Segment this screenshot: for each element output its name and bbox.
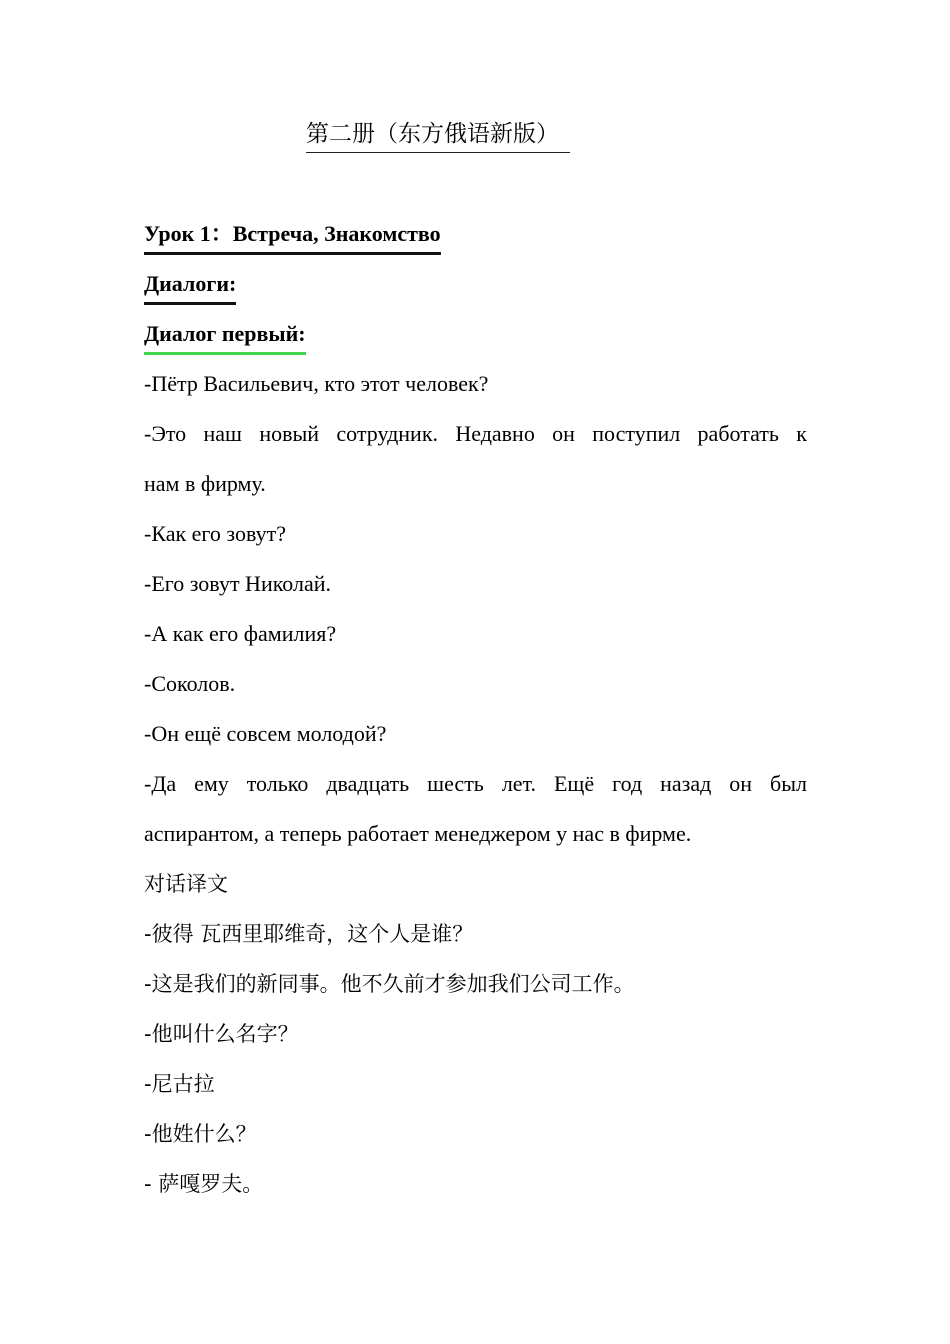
translation-line: -尼古拉 — [144, 1072, 215, 1096]
section-heading: Диалоги: — [144, 266, 236, 305]
dialog-line: -Пётр Васильевич, кто этот человек? — [144, 371, 489, 396]
dialog-line: -Соколов. — [144, 671, 236, 696]
translation-heading: 对话译文 — [144, 872, 228, 896]
section-heading-row — [144, 264, 807, 314]
translation-line: -他叫什么名字？ — [144, 1022, 299, 1046]
dialog-line: нам в фирму. — [144, 471, 266, 496]
dialog-line: -Да ему только двадцать шесть лет. Ещё год назад он был — [144, 771, 807, 796]
lesson-title: Урок 1：Встреча, Знакомство — [144, 216, 441, 255]
dialog-line: -Как его зовут? — [144, 521, 286, 546]
dialog-title: Диалог первый: — [144, 316, 306, 355]
dialog-line: -А как его фамилия? — [144, 621, 337, 646]
translation-line: -他姓什么？ — [144, 1122, 257, 1146]
dialog-line: -Это наш новый сотрудник. Недавно он поступил работать к — [144, 421, 807, 446]
dialog-title-row — [144, 314, 807, 364]
translation-line: -彼得 瓦西里耶维奇，这个人是谁？ — [144, 922, 474, 946]
dialog-line: -Его зовут Николай. — [144, 571, 332, 596]
lesson-title-row — [144, 214, 807, 264]
translation-line: -这是我们的新同事。他不久前才参加我们公司工作。 — [144, 972, 635, 996]
translation-line: - 萨嘎罗夫。 — [144, 1172, 264, 1196]
dialog-line: аспирантом, а теперь работает менеджером у нас в фирме. — [144, 821, 692, 846]
book-title: 第二册（东方俄语新版） — [306, 118, 570, 153]
dialog-line: -Он ещё совсем молодой? — [144, 721, 387, 746]
lesson-content — [144, 214, 807, 1214]
